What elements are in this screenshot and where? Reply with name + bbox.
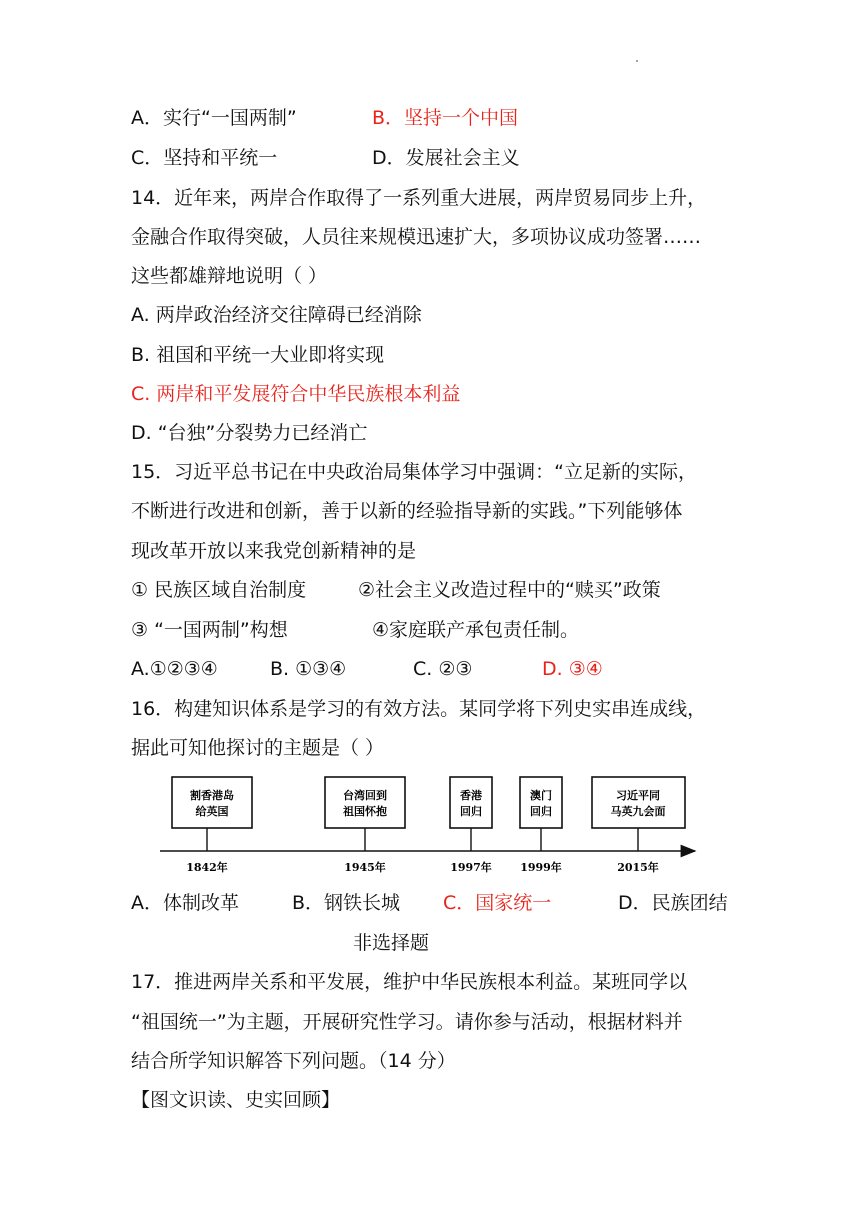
- event-year: 1997年: [450, 861, 492, 874]
- history-timeline: [155, 772, 710, 884]
- event-year: 1842年: [186, 861, 228, 874]
- q13-option-a: A．实行“一国两制”: [131, 107, 297, 129]
- event-label-line2: 回归: [460, 805, 482, 818]
- q17-stem-line2: “祖国统一”为主题，开展研究性学习。请你参与活动，根据材料并: [131, 1011, 683, 1033]
- event-box: [325, 777, 405, 828]
- q15-option-a: A.①②③④: [131, 658, 218, 680]
- event-label-line2: 马英九会面: [610, 805, 666, 818]
- q17-stem-line1: 17．推进两岸关系和平发展，维护中华民族根本利益。某班同学以: [131, 971, 688, 993]
- event-label-line1: 台湾回到: [343, 789, 387, 802]
- q15-item-4: ④家庭联产承包责任制。: [372, 619, 580, 641]
- q15-stem-line3: 现改革开放以来我党创新精神的是: [131, 540, 417, 562]
- q16-stem-line1: 16．构建知识体系是学习的有效方法。某同学将下列史实串连成线，: [131, 698, 707, 720]
- event-label-line1: 香港: [460, 789, 482, 802]
- event-label-line1: 习近平同: [616, 789, 660, 802]
- q14-option-d: D. “台独”分裂势力已经消亡: [131, 422, 368, 444]
- q15-option-b: B. ①③④: [270, 658, 347, 680]
- timeline-event-1842: [172, 777, 252, 874]
- q14-stem-line2: 金融合作取得突破，人员往来规模迅速扩大，多项协议成功签署……: [131, 226, 702, 248]
- q13-option-d: D．发展社会主义: [372, 147, 520, 169]
- q15-stem-line2: 不断进行改进和创新，善于以新的经验指导新的实践。”下列能够体: [131, 500, 683, 522]
- event-label-line1: 割香港岛: [190, 789, 234, 802]
- timeline-event-1945: [325, 777, 405, 874]
- q14-stem-line1: 14．近年来，两岸合作取得了一系列重大进展，两岸贸易同步上升，: [131, 187, 707, 209]
- event-year: 2015年: [617, 861, 659, 874]
- q15-item-1: ① 民族区域自治制度: [131, 579, 307, 601]
- q13-option-c: C．坚持和平统一: [131, 147, 278, 169]
- event-box: [450, 777, 492, 828]
- event-label-line2: 回归: [530, 805, 552, 818]
- event-box: [172, 777, 252, 828]
- q16-option-d: D．民族团结: [618, 892, 728, 914]
- q16-stem-line2: 据此可知他探讨的主题是（ ）: [131, 737, 385, 759]
- q14-option-b: B. 祖国和平统一大业即将实现: [131, 344, 385, 366]
- q13-option-b-answer: B．坚持一个中国: [372, 107, 519, 129]
- event-label-line2: 给英国: [195, 805, 229, 818]
- event-box: [592, 777, 685, 828]
- event-year: 1999年: [520, 861, 562, 874]
- section-title: 非选择题: [353, 932, 430, 954]
- event-year: 1945年: [344, 861, 386, 874]
- q14-option-c-answer: C. 两岸和平发展符合中华民族根本利益: [131, 383, 461, 405]
- q16-option-b: B．钢铁长城: [292, 892, 401, 914]
- event-label-line2: 祖国怀抱: [343, 805, 387, 818]
- q15-stem-line1: 15．习近平总书记在中央政治局集体学习中强调：“立足新的实际，: [131, 461, 698, 483]
- scan-dot: [636, 60, 638, 62]
- q17-stem-line3: 结合所学知识解答下列问题。（14 分）: [131, 1050, 456, 1072]
- q17-subheading: 【图文识读、史实回顾】: [131, 1089, 341, 1111]
- q16-option-c-answer: C．国家统一: [443, 892, 552, 914]
- timeline-event-1999: [520, 777, 562, 874]
- q14-option-a: A. 两岸政治经济交往障碍已经消除: [131, 304, 422, 326]
- q14-stem-line3: 这些都雄辩地说明（ ）: [131, 265, 328, 287]
- timeline-event-1997: [450, 777, 492, 874]
- q15-item-3: ③ “一国两制”构想: [131, 619, 288, 641]
- q15-option-c: C. ②③: [413, 658, 473, 680]
- q16-option-a: A．体制改革: [131, 892, 239, 914]
- q15-item-2: ②社会主义改造过程中的“赎买”政策: [358, 579, 661, 601]
- event-box: [520, 777, 562, 828]
- timeline-event-2015: [592, 777, 685, 874]
- q15-option-d-answer: D. ③④: [542, 658, 603, 680]
- event-label-line1: 澳门: [530, 789, 552, 802]
